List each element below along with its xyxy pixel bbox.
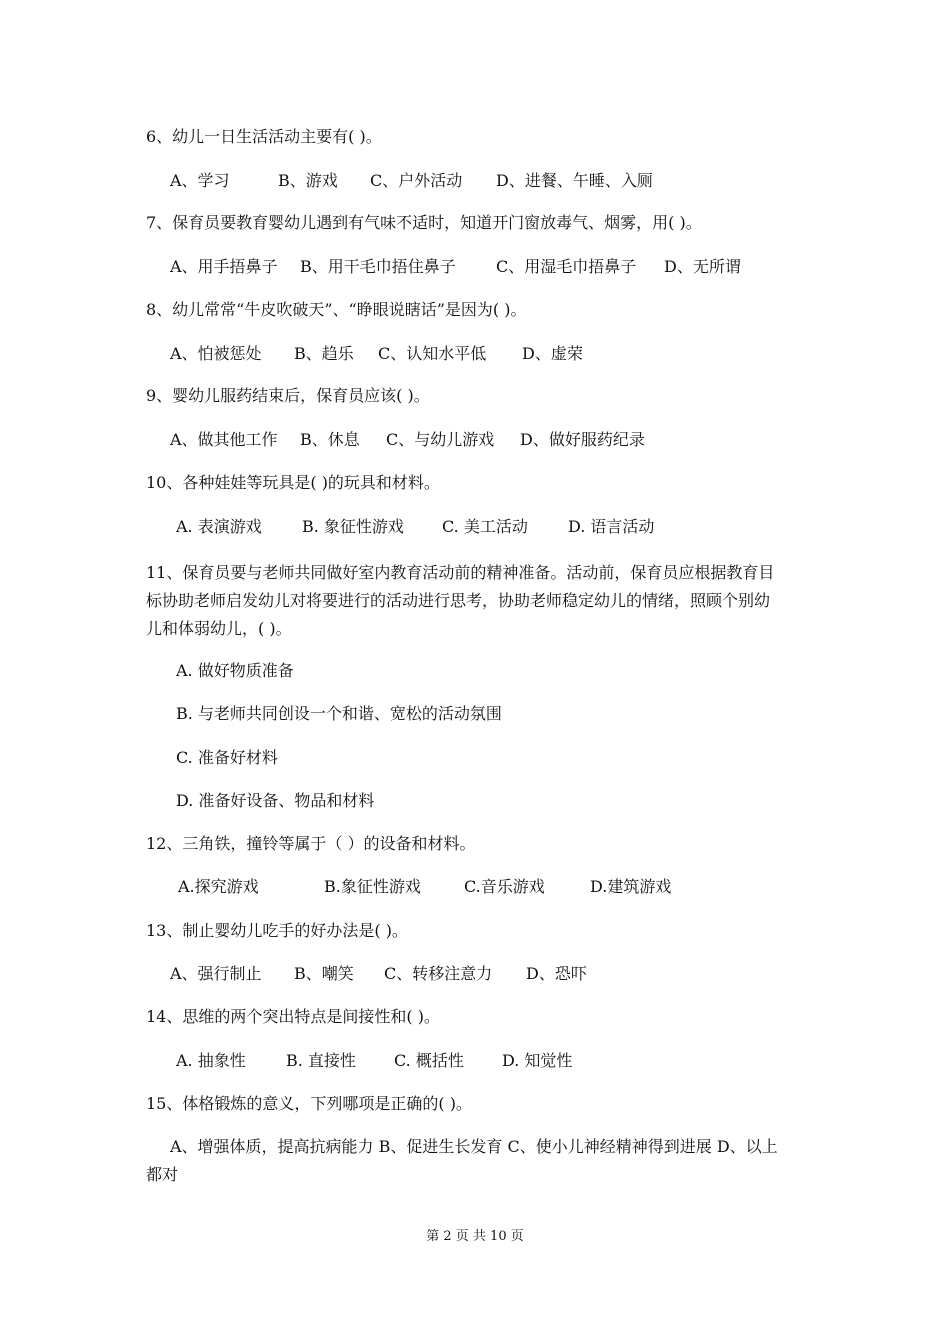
question-11-option-a: A. 做好物质准备: [176, 661, 294, 680]
option-a: A、用手捂鼻子: [170, 257, 278, 276]
option-d: D. 语言活动: [568, 517, 655, 536]
option-c: C. 美工活动: [442, 517, 528, 536]
question-11-stem-line-1: 11、保育员要与老师共同做好室内教育活动前的精神准备。活动前，保育员应根据教育目: [146, 563, 775, 582]
option-b: B、用干毛巾捂住鼻子: [300, 257, 456, 276]
option-b: B. 象征性游戏: [302, 517, 404, 536]
question-14-stem: 14、思维的两个突出特点是间接性和( )。: [146, 1007, 440, 1026]
question-15-options-line-1: A、增强体质，提高抗病能力 B、促进生长发育 C、使小儿神经精神得到进展 D、以上: [170, 1137, 778, 1156]
option-d: D、无所谓: [664, 257, 741, 276]
option-c: C、用湿毛巾捂鼻子: [496, 257, 637, 276]
question-7-stem: 7、保育员要教育婴幼儿遇到有气味不适时，知道开门窗放毒气、烟雾，用( )。: [146, 213, 702, 232]
question-11-option-c: C. 准备好材料: [176, 748, 278, 767]
option-b: B、趋乐: [294, 344, 354, 363]
option-d: D.建筑游戏: [590, 877, 672, 896]
question-10-stem: 10、各种娃娃等玩具是( )的玩具和材料。: [146, 473, 440, 492]
option-a: A.探究游戏: [178, 877, 259, 896]
option-d: D、做好服药纪录: [520, 430, 645, 449]
question-11-stem-line-2: 标协助老师启发幼儿对将要进行的活动进行思考，协助老师稳定幼儿的情绪，照顾个别幼: [146, 591, 771, 610]
option-d: D、进餐、午睡、入厕: [496, 171, 653, 190]
question-11-option-d: D. 准备好设备、物品和材料: [176, 791, 375, 810]
option-b: B、嘲笑: [294, 964, 354, 983]
option-c: C、与幼儿游戏: [386, 430, 495, 449]
option-a: A、强行制止: [170, 964, 262, 983]
page-footer: 第 2 页 共 10 页: [426, 1229, 524, 1244]
question-6-stem: 6、幼儿一日生活活动主要有( )。: [146, 127, 382, 146]
option-b: B、休息: [300, 430, 360, 449]
option-b: B.象征性游戏: [324, 877, 421, 896]
option-c: C. 概括性: [394, 1051, 464, 1070]
question-11-option-b: B. 与老师共同创设一个和谐、宽松的活动氛围: [176, 704, 502, 723]
option-d: D、虚荣: [522, 344, 583, 363]
question-9-stem: 9、婴幼儿服药结束后，保育员应该( )。: [146, 386, 430, 405]
option-c: C、认知水平低: [378, 344, 487, 363]
option-a: A、怕被惩处: [170, 344, 262, 363]
option-d: D. 知觉性: [502, 1051, 573, 1070]
question-8-stem: 8、幼儿常常“牛皮吹破天”、“睁眼说瞎话”是因为( )。: [146, 300, 527, 319]
option-a: A. 抽象性: [176, 1051, 246, 1070]
question-15-stem: 15、体格锻炼的意义，下列哪项是正确的( )。: [146, 1094, 472, 1113]
option-c: C.音乐游戏: [464, 877, 545, 896]
option-b: B、游戏: [278, 171, 338, 190]
question-12-stem: 12、三角铁，撞铃等属于（ ）的设备和材料。: [146, 834, 476, 853]
option-c: C、转移注意力: [384, 964, 493, 983]
option-a: A、做其他工作: [170, 430, 278, 449]
option-b: B. 直接性: [286, 1051, 356, 1070]
question-11-stem-line-3: 儿和体弱幼儿，( )。: [146, 619, 292, 638]
option-d: D、恐吓: [526, 964, 587, 983]
question-13-stem: 13、制止婴幼儿吃手的好办法是( )。: [146, 921, 408, 940]
option-a: A、学习: [170, 171, 230, 190]
option-a: A. 表演游戏: [176, 517, 262, 536]
option-c: C、户外活动: [370, 171, 463, 190]
question-15-options-line-2: 都对: [146, 1165, 179, 1184]
